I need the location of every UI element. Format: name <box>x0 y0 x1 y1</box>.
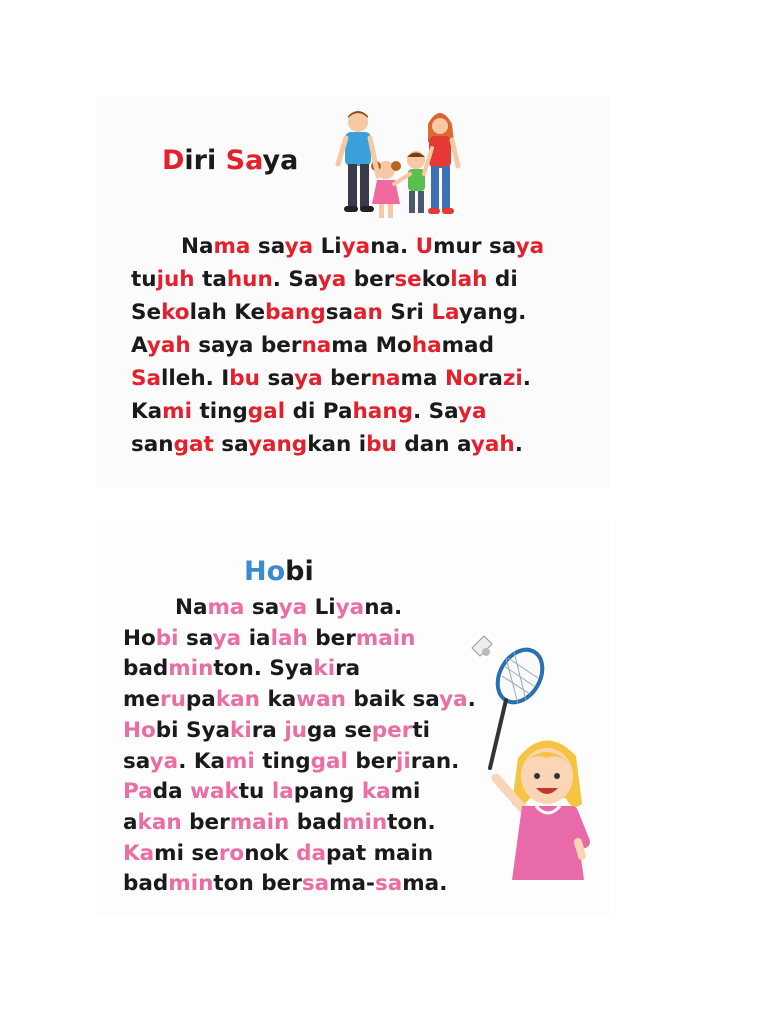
highlighted-syllable: Sa <box>225 145 263 177</box>
highlighted-syllable: ya <box>341 234 371 259</box>
highlighted-syllable: yah <box>146 333 191 358</box>
text-segment: ting <box>191 399 248 424</box>
text-segment: ber <box>307 625 356 651</box>
text-segment: ko <box>421 267 451 292</box>
highlighted-syllable: No <box>444 366 478 391</box>
text-segment: ber <box>322 366 371 391</box>
text-segment: ber <box>347 748 396 774</box>
text-segment: Li <box>313 234 342 259</box>
highlighted-syllable: La <box>431 300 459 325</box>
text-line <box>131 230 544 263</box>
highlighted-syllable: ya <box>458 399 487 424</box>
highlighted-syllable: wan <box>296 687 346 713</box>
highlighted-syllable: lah <box>450 267 488 292</box>
text-segment: sa <box>259 366 295 391</box>
section-title <box>244 556 314 587</box>
text-segment: . Sa <box>413 399 458 424</box>
text-segment: . Ka <box>178 748 226 774</box>
highlighted-syllable: la <box>271 779 294 805</box>
highlighted-syllable: ya <box>515 234 545 259</box>
text-segment: . <box>522 366 531 391</box>
text-segment: Li <box>307 595 336 620</box>
highlighted-syllable: ru <box>160 687 186 713</box>
text-segment: bi Sya <box>155 717 231 743</box>
highlighted-syllable: an <box>353 300 383 325</box>
text-segment: sa <box>325 300 354 325</box>
text-segment: ga se <box>307 717 372 743</box>
text-segment: bi <box>285 556 314 588</box>
text-line <box>123 593 476 624</box>
text-segment: . <box>467 687 476 713</box>
text-segment: ma Mo <box>331 333 412 358</box>
highlighted-syllable: ya <box>284 234 314 259</box>
text-segment: san <box>131 432 174 457</box>
text-segment: sa <box>250 234 285 259</box>
highlighted-syllable: ha <box>411 333 442 358</box>
highlighted-syllable: gat <box>173 432 214 457</box>
text-segment: sa <box>244 595 279 620</box>
highlighted-syllable: mi <box>162 399 192 424</box>
text-line <box>131 296 544 329</box>
text-segment: di <box>487 267 518 292</box>
section-title <box>162 145 298 176</box>
highlighted-syllable: Sa <box>131 366 161 391</box>
highlighted-syllable: se <box>394 267 422 292</box>
text-segment: sa <box>178 625 213 651</box>
highlighted-syllable: bang <box>265 300 326 325</box>
highlighted-syllable: bu <box>229 366 260 391</box>
text-segment: Na <box>175 595 208 620</box>
highlighted-syllable: gal <box>310 748 348 774</box>
text-line <box>123 869 476 900</box>
text-segment: sa <box>481 234 516 259</box>
highlighted-syllable: Pa <box>123 779 153 805</box>
text-segment: pa <box>185 687 216 713</box>
text-line <box>131 263 544 296</box>
text-line <box>123 624 476 655</box>
text-segment: yang. <box>458 300 527 325</box>
text-segment: kan <box>307 432 359 457</box>
text-segment: ti <box>412 717 430 743</box>
text-segment: Ka <box>131 399 163 424</box>
text-line <box>123 747 476 778</box>
text-segment: a <box>123 809 138 835</box>
text-segment: bad <box>123 871 169 897</box>
text-segment: saya <box>190 333 261 358</box>
text-segment: bad <box>123 656 169 682</box>
text-segment: mi se <box>154 840 219 866</box>
highlighted-syllable: D <box>162 145 185 177</box>
highlighted-syllable: ju <box>284 717 307 743</box>
highlighted-syllable: ro <box>218 840 245 866</box>
highlighted-syllable: ki <box>313 656 336 682</box>
text-line <box>131 395 544 428</box>
text-segment: sa <box>213 432 248 457</box>
highlighted-syllable: ya <box>278 595 308 620</box>
highlighted-syllable: yah <box>470 432 515 457</box>
highlighted-syllable: gal <box>247 399 286 424</box>
text-segment: ton. Sya <box>213 656 314 682</box>
highlighted-syllable: ka <box>361 779 391 805</box>
highlighted-syllable: U <box>415 234 434 259</box>
text-segment: mad <box>441 333 494 358</box>
text-segment: dan a <box>396 432 471 457</box>
highlighted-syllable: sa <box>374 871 403 897</box>
highlighted-syllable: yang <box>247 432 308 457</box>
text-segment: ta <box>194 267 227 292</box>
highlighted-syllable: juh <box>156 267 195 292</box>
highlighted-syllable: na <box>370 366 401 391</box>
highlighted-syllable: zi <box>502 366 523 391</box>
highlighted-syllable: Ho <box>123 717 156 743</box>
text-segment: ting <box>254 748 311 774</box>
text-line <box>123 808 476 839</box>
text-segment: ma. <box>402 871 448 897</box>
highlighted-syllable: mi <box>225 748 255 774</box>
highlighted-syllable: bu <box>366 432 397 457</box>
highlighted-syllable: ji <box>395 748 411 774</box>
text-segment: ka <box>259 687 297 713</box>
text-segment: mur <box>433 234 482 259</box>
text-segment: mi <box>390 779 421 805</box>
text-line <box>131 362 544 395</box>
highlighted-syllable: wak <box>190 779 239 805</box>
text-segment: bad <box>289 809 343 835</box>
highlighted-syllable: da <box>296 840 326 866</box>
text-segment: nok <box>244 840 297 866</box>
highlighted-syllable: bi <box>155 625 179 651</box>
highlighted-syllable: Ka <box>123 840 155 866</box>
text-segment: tu <box>238 779 272 805</box>
highlighted-syllable: main <box>229 809 290 835</box>
highlighted-syllable: lah <box>270 625 308 651</box>
badminton-girl-illustration <box>460 628 592 880</box>
text-segment: i <box>358 432 367 457</box>
text-segment: ra <box>477 366 503 391</box>
text-segment: ra <box>251 717 285 743</box>
text-segment: Se <box>131 300 162 325</box>
text-segment: na. <box>370 234 416 259</box>
text-segment: I <box>221 366 230 391</box>
highlighted-syllable: hang <box>352 399 414 424</box>
highlighted-syllable: Ho <box>244 556 286 588</box>
text-segment: ia <box>241 625 271 651</box>
text-segment: baik sa <box>345 687 440 713</box>
highlighted-syllable: ya <box>149 748 179 774</box>
text-segment: Sri <box>382 300 432 325</box>
highlighted-syllable: ki <box>230 717 252 743</box>
text-line <box>131 428 544 461</box>
text-segment: ra <box>335 656 361 682</box>
highlighted-syllable: min <box>168 871 214 897</box>
highlighted-syllable: hun <box>226 267 273 292</box>
text-segment: di Pa <box>285 399 353 424</box>
highlighted-syllable: per <box>371 717 413 743</box>
text-line <box>123 685 476 716</box>
highlighted-syllable: ma <box>207 595 245 620</box>
highlighted-syllable: ya <box>335 595 365 620</box>
highlighted-syllable: ya <box>212 625 242 651</box>
highlighted-syllable: min <box>168 656 214 682</box>
family-illustration <box>332 108 464 232</box>
text-line <box>131 329 544 362</box>
text-line <box>123 654 476 685</box>
text-segment: lah Ke <box>189 300 266 325</box>
text-segment: tu <box>131 267 157 292</box>
text-segment: . <box>514 432 523 457</box>
highlighted-syllable: ma <box>213 234 251 259</box>
highlighted-syllable: sa <box>301 871 330 897</box>
highlighted-syllable: ya <box>317 267 347 292</box>
text-segment: ya <box>262 145 299 177</box>
highlighted-syllable: kan <box>137 809 182 835</box>
story-paragraph <box>123 593 476 900</box>
text-segment: me <box>123 687 160 713</box>
text-segment: ber <box>260 333 302 358</box>
text-segment: da <box>152 779 191 805</box>
text-segment: ton ber <box>213 871 302 897</box>
text-segment: ma- <box>329 871 375 897</box>
highlighted-syllable: ya <box>439 687 468 713</box>
text-segment: na. <box>364 595 403 620</box>
text-segment: A <box>131 333 147 358</box>
text-segment: Ho <box>123 625 156 651</box>
text-segment: pang <box>293 779 362 805</box>
text-line <box>123 777 476 808</box>
text-segment: lleh. <box>161 366 222 391</box>
text-segment: iri <box>184 145 226 177</box>
text-segment: . Sa <box>272 267 318 292</box>
highlighted-syllable: min <box>342 809 388 835</box>
text-segment: ber <box>346 267 395 292</box>
highlighted-syllable: ko <box>161 300 190 325</box>
text-segment: sa <box>123 748 150 774</box>
text-segment: pat main <box>325 840 434 866</box>
text-segment: ran. <box>410 748 460 774</box>
text-segment: ber <box>181 809 230 835</box>
text-segment: Na <box>181 234 214 259</box>
text-segment: ton. <box>387 809 436 835</box>
story-paragraph <box>131 230 544 461</box>
highlighted-syllable: main <box>355 625 416 651</box>
text-line <box>123 839 476 870</box>
text-line <box>123 716 476 747</box>
highlighted-syllable: na <box>301 333 332 358</box>
text-segment: ma <box>400 366 445 391</box>
highlighted-syllable: kan <box>215 687 260 713</box>
highlighted-syllable: ya <box>294 366 323 391</box>
